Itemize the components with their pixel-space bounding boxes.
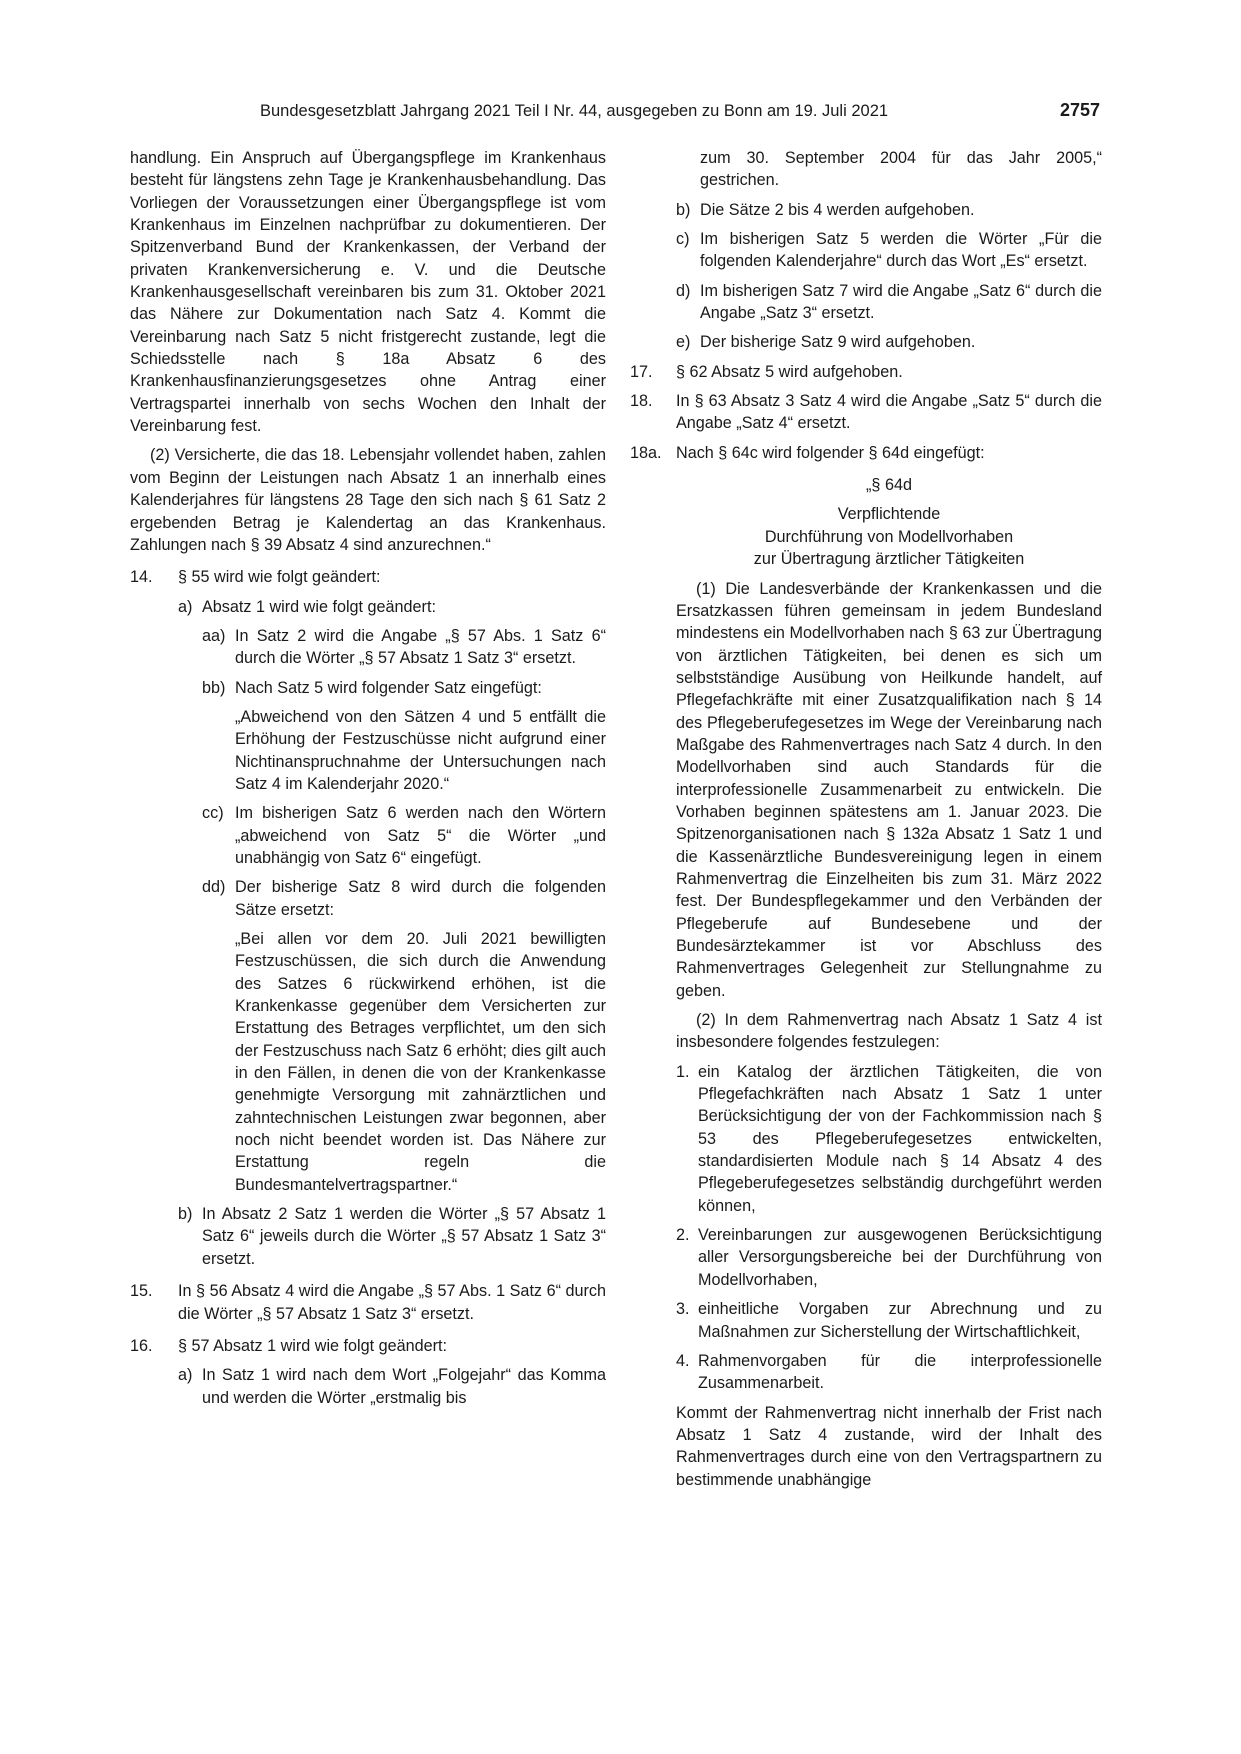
list-item (676, 228, 1102, 273)
list-item (676, 1350, 1102, 1395)
quoted-text: „Abweichend von den Sätzen 4 und 5 entfällt die Erhöhung der Festzuschüsse nicht aufgrund einer Nichtinanspruchnahme der Untersuchungen nach Satz 4 im Kalenderjahr 2020.“ (235, 707, 606, 793)
list-item (630, 361, 1102, 383)
running-header: Bundesgesetzblatt Jahrgang 2021 Teil I Nr. 44, ausgegeben zu Bonn am 19. Juli 2021 (260, 102, 889, 120)
item-text: ein Katalog der ärztlichen Tätigkeiten, die von Pflegefachkräften nach Absatz 1 Satz 1 unter Berücksichtigung der von der Fachkommission nach § 53 des Pflegeberufegesetzes entwickelten, standardisierten Module nach § 14 Absatz 4 des Pflegeberufegesetzes selbständig durchgeführt werden können, (698, 1062, 1102, 1215)
item-letter: bb) (202, 678, 226, 697)
list-item (676, 1224, 1102, 1291)
item-text: Die Sätze 2 bis 4 werden aufgehoben. (700, 200, 975, 219)
list-item (202, 625, 606, 670)
section-number: „§ 64d (866, 476, 912, 495)
list-item (130, 566, 606, 588)
quoted-text: „Bei allen vor dem 20. Juli 2021 bewilligten Festzuschüssen, die sich durch die Anwendung des Satzes 6 rückwirkend erhöhen, ist die Krankenkasse gegenüber dem Versicherten zur Erstattung des Betrages verpflichtet, um den sich der Festzuschuss nach Satz 6 erhöht; dies gilt auch in den Fällen, in denen die von der Krankenkasse genehmigte Versorgung mit zahnärztlichen und zahntechnischen Leistungen zwar begonnen, aber noch nicht beendet worden ist. Das Nähere zur Erstattung regeln die Bundesmantelvertragspartner.“ (235, 930, 606, 1194)
item-text: Rahmenvorgaben für die interprofessionelle Zusammenarbeit. (698, 1351, 1102, 1393)
inserted-section (676, 474, 1102, 1491)
page-number: 2757 (1059, 100, 1100, 120)
item-letter: cc) (202, 804, 224, 823)
item-letter: a) (178, 1366, 193, 1385)
item-letter: c) (676, 230, 690, 249)
item-letter: aa) (202, 626, 226, 645)
item-number: 3. (676, 1300, 690, 1319)
paragraph: (1) Die Landesverbände der Krankenkassen und die Ersatzkassen führen gemeinsam in jedem Bundesland mindestens ein Modellvorhaben nach § 63 zur Übertragung von ärztlichen Tätigkeiten, bei denen es sich um selbstständige Ausübung von Heilkunde handelt, auf Pflegefachkräfte mit einer Zusatzqualifikation nach § 14 des Pflegeberufegesetzes im Wege der Vereinbarung nach Maßgabe des Rahmenvertrages nach Satz 4 durch. In den Modellvorhaben sind auch Standards für die interprofessionelle Zusammenarbeit zu entwickeln. Die Vorhaben beginnen spätestens am 1. Januar 2023. Die Spitzenorganisationen nach § 132a Absatz 1 Satz 1 und die Kassenärztliche Bundesvereinigung legen in einem Rahmenvertrag die Einzelheiten bis zum 31. März 2022 fest. Der Bundespflegekammer und den Verbänden der Pflegeberufe auf Bundesebene und der Bundesärztekammer ist vor Abschluss des Rahmenvertrages Gelegenheit zur Stellungnahme zu geben. (676, 579, 1102, 1000)
item-text: Im bisherigen Satz 6 werden nach den Wörtern „abweichend von Satz 5“ die Wörter „und unabhängig von Satz 6“ eingefügt. (235, 804, 606, 867)
item-number: 14. (130, 568, 153, 587)
item-letter: d) (676, 281, 691, 300)
item-text: In § 56 Absatz 4 wird die Angabe „§ 57 Abs. 1 Satz 6“ durch die Wörter „§ 57 Absatz 1 Satz 3“ ersetzt. (178, 1282, 606, 1323)
item-text: Der bisherige Satz 9 wird aufgehoben. (700, 333, 976, 352)
paragraph: (2) In dem Rahmenvertrag nach Absatz 1 Satz 4 ist insbesondere folgendes festzulegen: (676, 1011, 1102, 1052)
list-item (676, 199, 1102, 221)
item-letter: b) (178, 1205, 193, 1224)
item-text: einheitliche Vorgaben zur Abrechnung und zu Maßnahmen zur Sicherstellung der Wirtschaftlichkeit, (698, 1300, 1102, 1341)
list-item (676, 280, 1102, 325)
item-text: Im bisherigen Satz 5 werden die Wörter „Für die folgenden Kalenderjahre“ durch das Wort „Es“ ersetzt. (700, 230, 1102, 271)
list-item (630, 390, 1102, 435)
item-text: Nach Satz 5 wird folgender Satz eingefügt: (235, 678, 542, 697)
item-text: Nach § 64c wird folgender § 64d eingefügt: (676, 443, 985, 462)
item-text: Absatz 1 wird wie folgt geändert: (202, 597, 436, 616)
section-title-line: Durchführung von Modellvorhaben (764, 527, 1014, 546)
section-title-line: zur Übertragung ärztlicher Tätigkeiten (753, 550, 1025, 569)
right-column (630, 147, 1102, 1491)
list-item (178, 1203, 606, 1270)
item-number: 2. (676, 1226, 690, 1245)
list-item (130, 1335, 606, 1357)
page-header (260, 100, 1100, 126)
list-item (676, 1061, 1102, 1217)
item-text: In § 63 Absatz 3 Satz 4 wird die Angabe „Satz 5“ durch die Angabe „Satz 4“ ersetzt. (676, 392, 1102, 433)
item-text: § 57 Absatz 1 wird wie folgt geändert: (178, 1336, 448, 1355)
item-letter: e) (676, 333, 691, 352)
item-letter: b) (676, 200, 691, 219)
list-item (676, 331, 1102, 353)
item-letter: dd) (202, 878, 226, 897)
list-item (202, 802, 606, 869)
list-item (178, 596, 606, 618)
list-item (202, 876, 606, 921)
paragraph: handlung. Ein Anspruch auf Übergangspflege im Krankenhaus besteht für längstens zehn Tage je Krankenhausbehandlung. Das Vorliegen der Voraussetzungen einer Übergangspflege ist vom Krankenhaus im Einzelnen nachprüfbar zu dokumentieren. Der Spitzenverband Bund der Krankenkassen, der Verband der privaten Krankenversicherung e. V. und die Deutsche Krankenhausgesellschaft vereinbaren bis zum 31. Oktober 2021 das Nähere zur Dokumentation nach Satz 4. Kommt die Vereinbarung nach Satz 5 nicht fristgerecht zustande, legt die Schiedsstelle nach § 18a Absatz 6 des Krankenhausfinanzierungsgesetzes ohne Antrag einer Vertragspartei innerhalb von sechs Wochen den Inhalt der Vereinbarung fest. (130, 149, 606, 436)
item-text: In Absatz 2 Satz 1 werden die Wörter „§ 57 Absatz 1 Satz 6“ jeweils durch die Wörter „§ 57 Absatz 1 Satz 3“ ersetzt. (202, 1205, 606, 1268)
paragraph: (2) Versicherte, die das 18. Lebensjahr vollendet haben, zahlen vom Beginn der Leistungen nach Absatz 1 an innerhalb eines Kalenderjahres für längstens 28 Tage den sich nach § 61 Satz 2 ergebenden Betrag je Kalendertag an das Krankenhaus. Zahlungen nach § 39 Absatz 4 sind anzurechnen.“ (130, 446, 606, 554)
item-number: 4. (676, 1351, 690, 1370)
item-text: § 55 wird wie folgt geändert: (178, 568, 381, 587)
list-item (202, 677, 606, 699)
item-text: In Satz 2 wird die Angabe „§ 57 Abs. 1 Satz 6“ durch die Wörter „§ 57 Absatz 1 Satz 3“ ersetzt. (235, 626, 606, 668)
paragraph: Kommt der Rahmenvertrag nicht innerhalb der Frist nach Absatz 1 Satz 4 zustande, wird der Inhalt des Rahmenvertrages durch eine von den Vertragspartnern zu bestimmende unabhängige (676, 1403, 1102, 1489)
list-item (676, 1298, 1102, 1343)
list-item (178, 1364, 606, 1409)
list-item (130, 1280, 606, 1325)
item-text: Vereinbarungen zur ausgewogenen Berücksichtigung aller Versorgungsbereiche bei der Durchführung von Modellvorhaben, (698, 1226, 1102, 1289)
item-number: 18. (630, 392, 653, 411)
left-column (130, 147, 606, 1409)
section-title-line: Verpflichtende (837, 505, 941, 524)
item-letter: a) (178, 597, 193, 616)
item-text: In Satz 1 wird nach dem Wort „Folgejahr“ das Komma und werden die Wörter „erstmalig bis (202, 1366, 606, 1407)
item-text: Im bisherigen Satz 7 wird die Angabe „Satz 6“ durch die Angabe „Satz 3“ ersetzt. (700, 281, 1102, 323)
item-number: 18a. (630, 443, 662, 462)
item-text: Der bisherige Satz 8 wird durch die folgenden Sätze ersetzt: (235, 878, 606, 919)
item-number: 1. (676, 1062, 690, 1081)
item-text: § 62 Absatz 5 wird aufgehoben. (676, 362, 903, 381)
list-item (630, 442, 1102, 464)
item-number: 16. (130, 1336, 153, 1355)
continued-text: zum 30. September 2004 für das Jahr 2005,“ gestrichen. (700, 149, 1102, 190)
item-number: 17. (630, 362, 653, 381)
item-number: 15. (130, 1282, 153, 1301)
